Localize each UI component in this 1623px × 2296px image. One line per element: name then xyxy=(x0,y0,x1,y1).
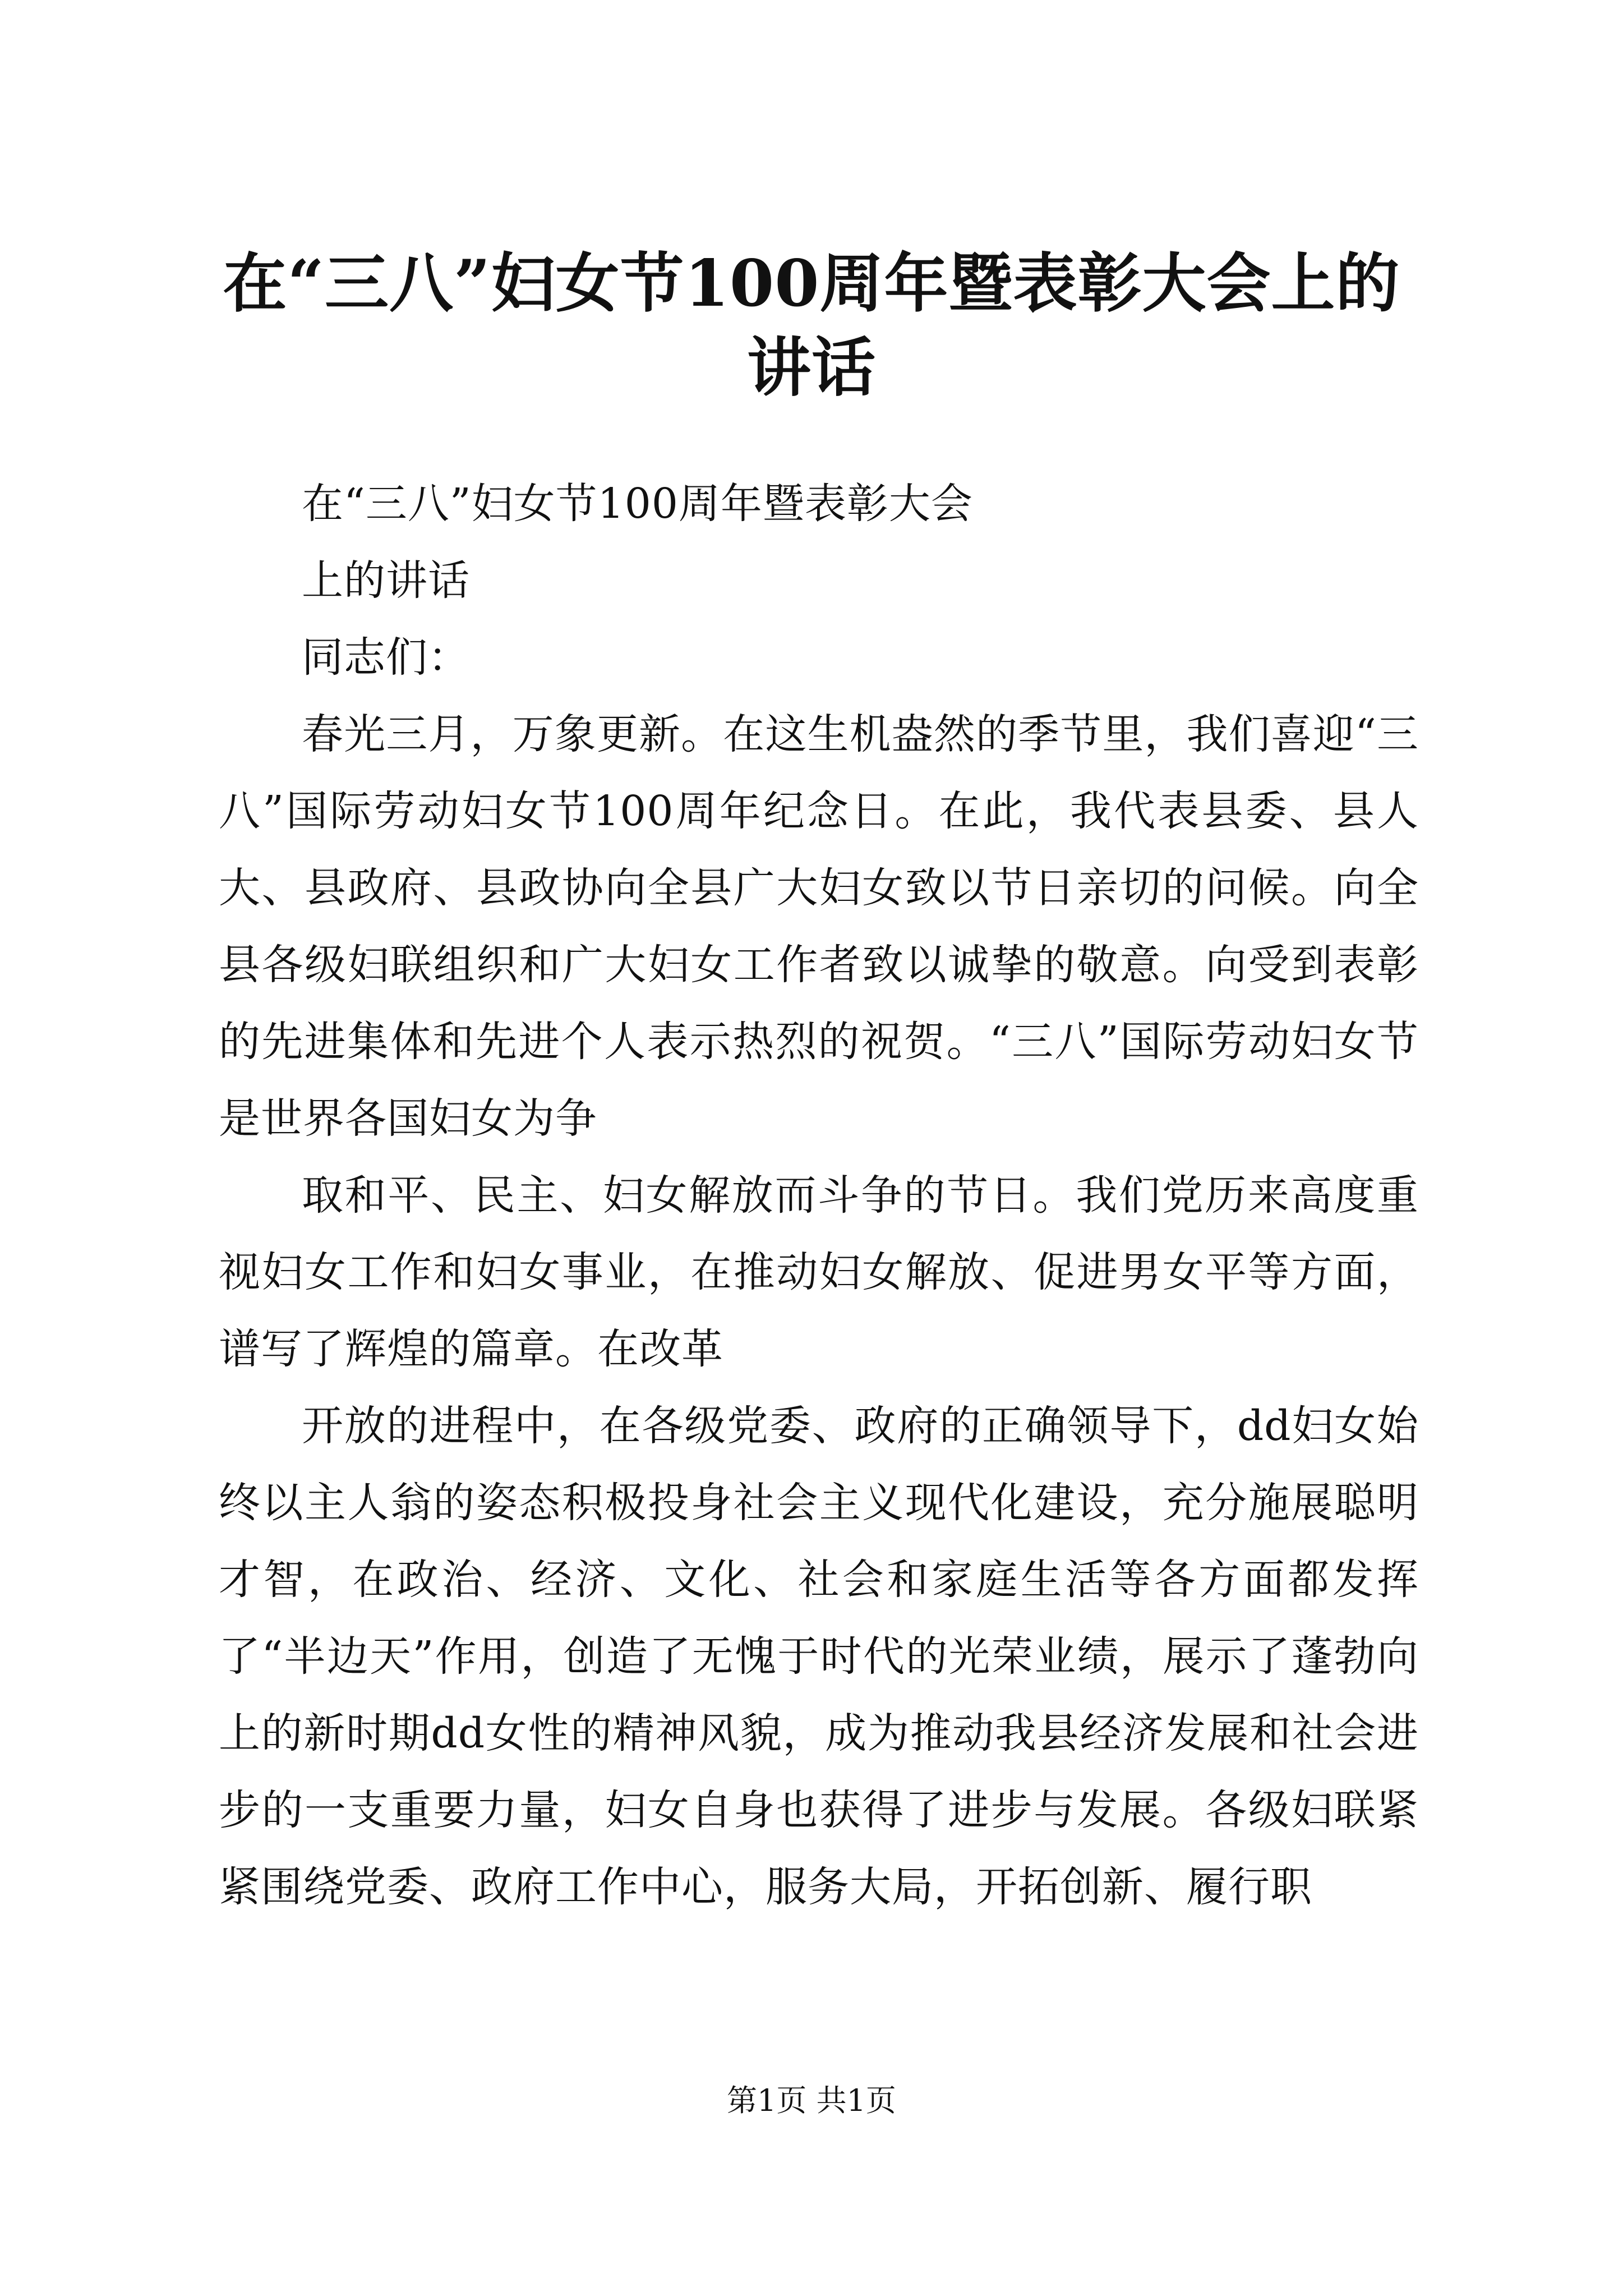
paragraph-body-1: 春光三月，万象更新。在这生机盎然的季节里，我们喜迎“三八”国际劳动妇女节100周年纪念日。在此，我代表县委、县人大、县政府、县政协向全县广大妇女致以节日亲切的问候。向全县各级妇联组织和广大妇女工作者致以诚挚的敬意。向受到表彰的先进集体和先进个人表示热烈的祝贺。“三八”国际劳动妇女节是世界各国妇女为争 xyxy=(219,710,1419,1143)
page-footer: 第1页 共1页 xyxy=(727,2083,896,2118)
paragraph-subtitle-line-2: 上的讲话 xyxy=(302,556,470,605)
document-body xyxy=(219,466,1419,1926)
paragraph-salutation: 同志们： xyxy=(302,633,470,682)
document-title: 在“三八”妇女节100周年暨表彰大会上的讲话 xyxy=(223,246,1400,405)
paragraph-body-2: 取和平、民主、妇女解放而斗争的节日。我们党历来高度重视妇女工作和妇女事业，在推动妇女解放、促进男女平等方面，谱写了辉煌的篇章。在改革 xyxy=(219,1171,1419,1373)
paragraph-body-3: 开放的进程中，在各级党委、政府的正确领导下，dd妇女始终以主人翁的姿态积极投身社会主义现代化建设，充分施展聪明才智，在政治、经济、文化、社会和家庭生活等各方面都发挥了“半边天”作用，创造了无愧于时代的光荣业绩，展示了蓬勃向上的新时期dd女性的精神风貌，成为推动我县经济发展和社会进步的一支重要力量，妇女自身也获得了进步与发展。各级妇联紧紧围绕党委、政府工作中心，服务大局，开拓创新、履行职 xyxy=(219,1402,1419,1911)
paragraph-subtitle-line-1: 在“三八”妇女节100周年暨表彰大会 xyxy=(302,480,973,528)
